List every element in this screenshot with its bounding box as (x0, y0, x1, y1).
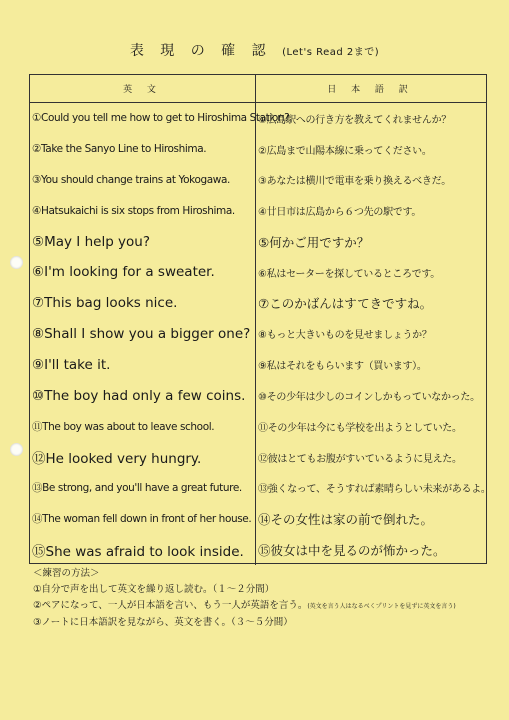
english-sentence: ⑭The woman fell down in front of her house. (30, 503, 256, 534)
japanese-translation: ⑭その女性は家の前で倒れた。 (258, 511, 434, 527)
japanese-translation: ⑪その少年は今にも学校を出ようとしていた。 (258, 422, 462, 434)
table-row (30, 134, 486, 165)
japanese-translation: ②広島まで山陽本線に乗ってください。 (258, 145, 432, 157)
practice-step-2-note: (英文を言う人はなるべくプリントを見ずに英文を言う) (307, 603, 456, 610)
table-row (30, 442, 486, 473)
english-sentence: ①Could you tell me how to get to Hiroshima Station? (30, 103, 256, 134)
english-sentence: ⑥I'm looking for a sweater. (30, 257, 256, 288)
japanese-translation: ⑧もっと大きいものを見せましょうか？ (258, 330, 432, 342)
practice-step-3: ③ノートに日本語訳を見ながら、英文を書く。（３～５分間） (33, 617, 293, 628)
practice-method (33, 566, 493, 631)
japanese-translation: ⑫彼はとてもお腹がすいているように見えた。 (258, 453, 462, 465)
punch-hole (10, 443, 23, 456)
table-row (30, 411, 486, 442)
english-sentence: ⑬Be strong, and you'll have a great future. (30, 473, 256, 504)
table-body (30, 103, 491, 565)
table-row (30, 319, 486, 350)
english-sentence: ⑩The boy had only a few coins. (30, 380, 256, 411)
japanese-translation: ⑦このかばんはすてきですね。 (258, 296, 433, 312)
english-sentence: ⑨I'll take it. (30, 349, 256, 380)
japanese-translation: ③あなたは横川で電車を乗り換えるべきだ。 (258, 176, 451, 188)
english-sentence: ②Take the Sanyo Line to Hiroshima. (30, 134, 256, 165)
english-sentence: ⑪The boy was about to leave school. (30, 411, 256, 442)
table-row (30, 195, 486, 226)
table-row (30, 257, 486, 288)
practice-step-2-text: ②ペアになって、一人が日本語を言い、もう一人が英語を言う。 (33, 600, 308, 611)
table-row (30, 473, 491, 504)
english-sentence: ⑫He looked very hungry. (30, 442, 256, 473)
title-main: 表 現 の 確 認 (129, 43, 272, 59)
table-row (30, 165, 486, 196)
practice-heading: ＜練習の方法＞ (33, 568, 100, 579)
japanese-translation: ⑥私はセーターを探しているところです。 (258, 268, 440, 280)
header-japanese: 日 本 語 訳 (327, 85, 414, 95)
english-sentence: ④Hatsukaichi is six stops from Hiroshima. (30, 195, 256, 226)
page-title (0, 40, 509, 60)
japanese-translation: ⑩その少年は少しのコインしかもっていなかった。 (258, 392, 480, 404)
expression-table (29, 74, 491, 564)
table-row (30, 103, 486, 134)
practice-step-2 (33, 598, 493, 615)
japanese-translation: ①広島駅への行き方を教えてくれませんか？ (258, 114, 451, 126)
table-row (30, 534, 486, 565)
japanese-translation: ⑤何かご用ですか？ (258, 234, 370, 250)
english-sentence: ⑦This bag looks nice. (30, 288, 256, 319)
table-row (30, 288, 486, 319)
english-sentence: ③You should change trains at Yokogawa. (30, 165, 256, 196)
table-row (30, 349, 486, 380)
english-sentence: ⑮She was afraid to look inside. (30, 534, 256, 565)
table-row (30, 380, 486, 411)
japanese-translation: ⑨私はそれをもらいます（買います）。 (258, 361, 427, 373)
practice-step-1: ①自分で声を出して英文を繰り返し読む。（１～２分間） (33, 584, 275, 595)
english-sentence: ⑤May I help you? (30, 226, 256, 257)
header-english: 英 文 (30, 75, 256, 102)
english-sentence: ⑧Shall I show you a bigger one? (30, 319, 256, 350)
table-row (30, 503, 486, 534)
punch-hole (10, 256, 23, 269)
japanese-translation: ④廿日市は広島から６つ先の駅です。 (258, 207, 422, 219)
japanese-translation: ⑬強くなって、そうすれば素晴らしい未来があるよ。 (258, 484, 491, 496)
table-header (30, 75, 486, 103)
table-row (30, 226, 486, 257)
title-sub: (Let's Read 2まで) (282, 47, 380, 58)
japanese-translation: ⑮彼女は中を見るのが怖かった。 (258, 542, 446, 558)
